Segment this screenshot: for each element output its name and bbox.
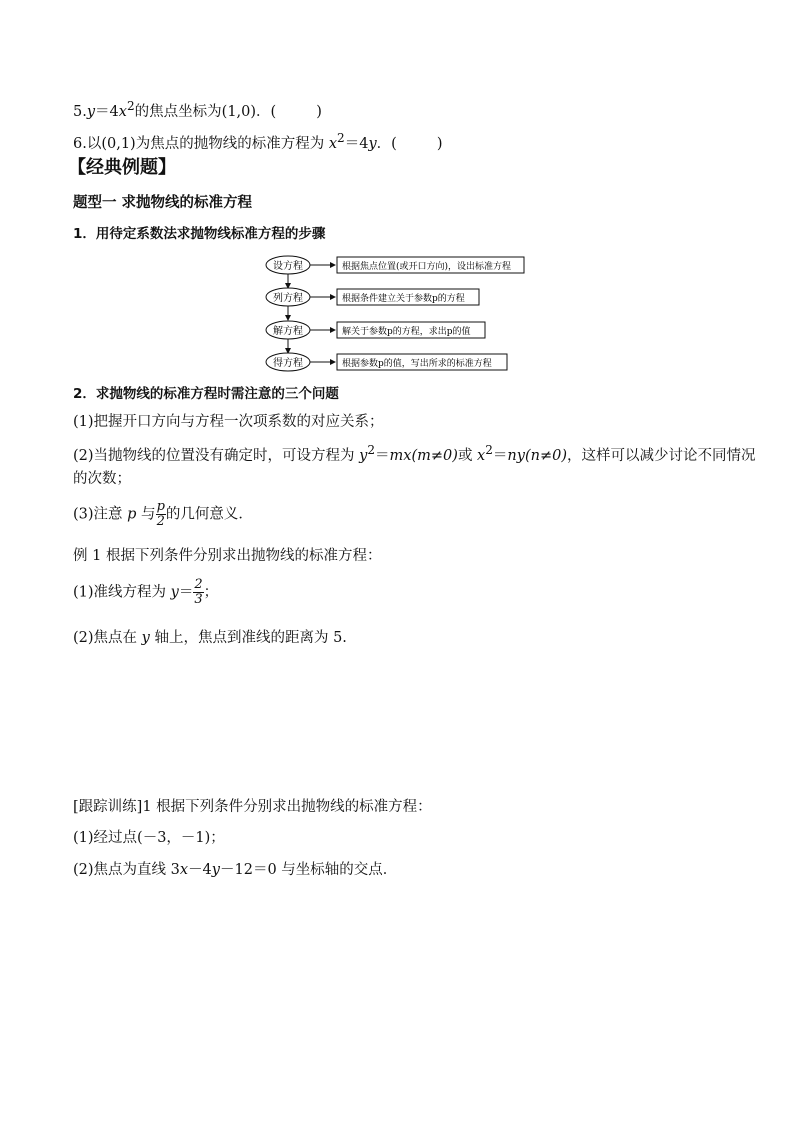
- flow-step-3-desc: 解关于参数p的方程，求出p的值: [342, 327, 471, 337]
- question-5: $5.y=4x^2$的焦点坐标为(1,0)．( ): [73, 99, 322, 120]
- flow-step-4: [266, 353, 507, 371]
- flowchart: [260, 252, 540, 376]
- steps-title: 1．用待定系数法求抛物线标准方程的步骤: [73, 226, 326, 242]
- practice-1-title: [跟踪训练]1 根据下列条件分别求出抛物线的标准方程：: [73, 799, 432, 815]
- note-2: (2)当抛物线的位置没有确定时，可设方程为 $y^2=mx(m\ne 0)$或 $x^2=ny(n\ne 0)$，这样可以减少讨论不同情况: [73, 443, 756, 464]
- practice-1-item-2: (2)焦点为直线 3x－4y－12＝0 与坐标轴的交点．: [73, 862, 398, 878]
- flow-step-1-desc: 根据焦点位置(或开口方向)，设出标准方程: [342, 262, 512, 272]
- note-3: (3)注意 p 与 $\frac{p}{2}$ 的几何意义．: [73, 499, 253, 529]
- flow-step-4-label: 得方程: [273, 358, 303, 369]
- example-1-item-1: (1)准线方程为 y＝ $\frac{2}{3}$ ；: [73, 577, 219, 607]
- q5-number: 5.: [73, 103, 87, 120]
- note-1: (1)把握开口方向与方程一次项系数的对应关系；: [73, 414, 384, 430]
- flow-step-3: [266, 321, 485, 339]
- flow-step-2: [266, 288, 479, 306]
- two-thirds-fraction: $\frac{2}{3}$: [194, 577, 203, 607]
- note-2-cont: 的次数；: [73, 471, 131, 487]
- section-title: 【经典例题】: [68, 157, 176, 178]
- flow-step-2-label: 列方程: [273, 293, 303, 304]
- flow-step-1: [266, 256, 524, 274]
- example-1-title: 例 1 根据下列条件分别求出抛物线的标准方程：: [73, 548, 382, 564]
- question-6: 6.以(0,1)为焦点的抛物线的标准方程为 $x^2=4y$．( ): [73, 131, 443, 152]
- flow-step-3-label: 解方程: [273, 326, 303, 337]
- p-over-2-fraction: $\frac{p}{2}$: [156, 499, 165, 529]
- type1-title: 题型一 求抛物线的标准方程: [73, 195, 253, 211]
- practice-1-item-1: (1)经过点(－3，－1)；: [73, 830, 225, 846]
- notes-title: 2．求抛物线的标准方程时需注意的三个问题: [73, 386, 339, 402]
- q6-number: 6.: [73, 135, 87, 152]
- example-1-item-2: (2)焦点在 y 轴上，焦点到准线的距离为 5.: [73, 630, 347, 646]
- flow-step-2-desc: 根据条件建立关于参数p的方程: [342, 294, 465, 304]
- flow-step-4-desc: 根据参数p的值，写出所求的标准方程: [342, 359, 492, 369]
- flow-step-1-label: 设方程: [273, 261, 303, 272]
